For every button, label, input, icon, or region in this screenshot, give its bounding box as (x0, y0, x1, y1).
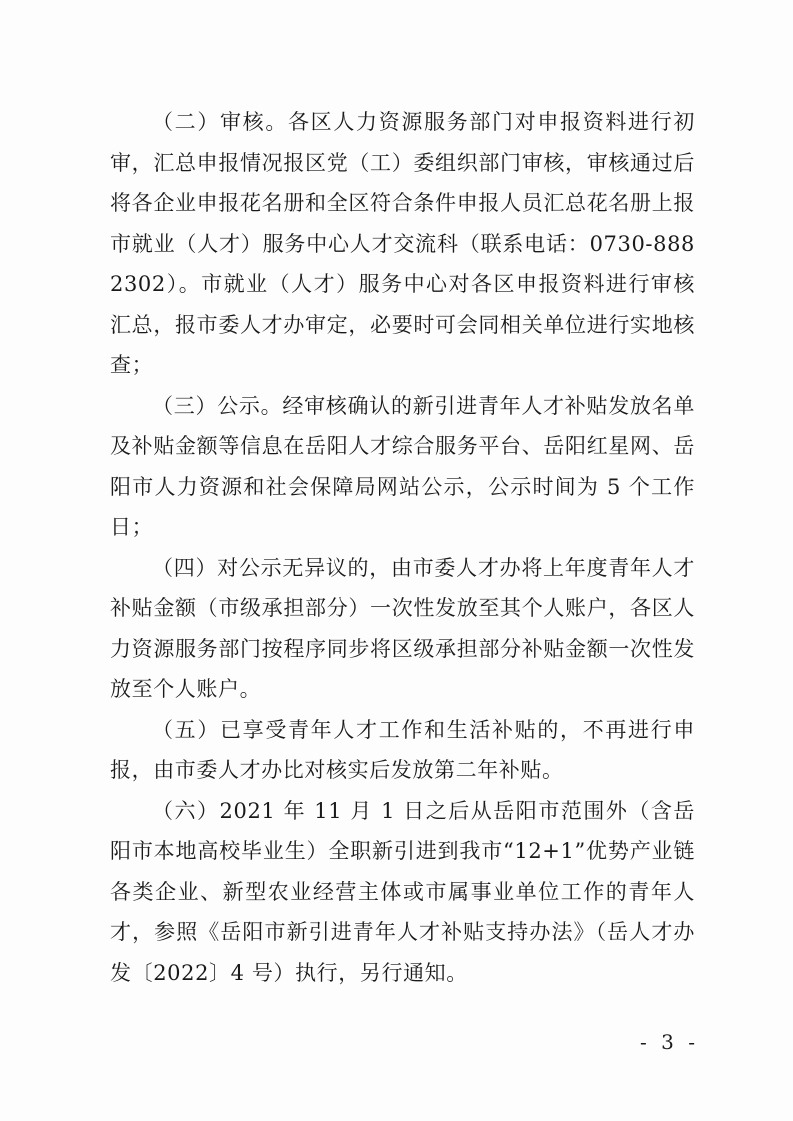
paragraph-publicity: （三）公示。经审核确认的新引进青年人才补贴发放名单及补贴金额等信息在岳阳人才综合服务平台、岳阳红星网、岳阳市人力资源和社会保障局网站公示，公示时间为 5 个工作日； (110, 393, 695, 539)
paragraph-new-talent: （六）2021 年 11 月 1 日之后从岳阳市范围外（含岳阳市本地高校毕业生）全职新引进到我市“12+1”优势产业链各类企业、新型农业经营主体或市属事业单位工作的青年人才，参照《岳阳市新引进青年人才补贴支持办法》（岳人才办发〔2022〕4 号）执行，另行通知。 (110, 798, 695, 985)
paragraph-payment: （四）对公示无异议的，由市委人才办将上年度青年人才补贴金额（市级承担部分）一次性发放至其个人账户，各区人力资源服务部门按程序同步将区级承担部分补贴金额一次性发放至个人账户。 (110, 555, 695, 701)
page-number: - 3 - (640, 1030, 699, 1054)
paragraph-existing-subsidy: （五）已享受青年人才工作和生活补贴的，不再进行申报，由市委人才办比对核实后发放第二年补贴。 (110, 717, 695, 782)
document-body (110, 102, 695, 993)
paragraph-review: （二）审核。各区人力资源服务部门对申报资料进行初审，汇总申报情况报区党（工）委组织部门审核，审核通过后将各企业申报花名册和全区符合条件申报人员汇总花名册上报市就业（人才）服务中心人才交流科（联系电话：0730-8882302）。市就业（人才）服务中心对各区申报资料进行审核汇总，报市委人才办审定，必要时可会同相关单位进行实地核查； (110, 110, 695, 377)
